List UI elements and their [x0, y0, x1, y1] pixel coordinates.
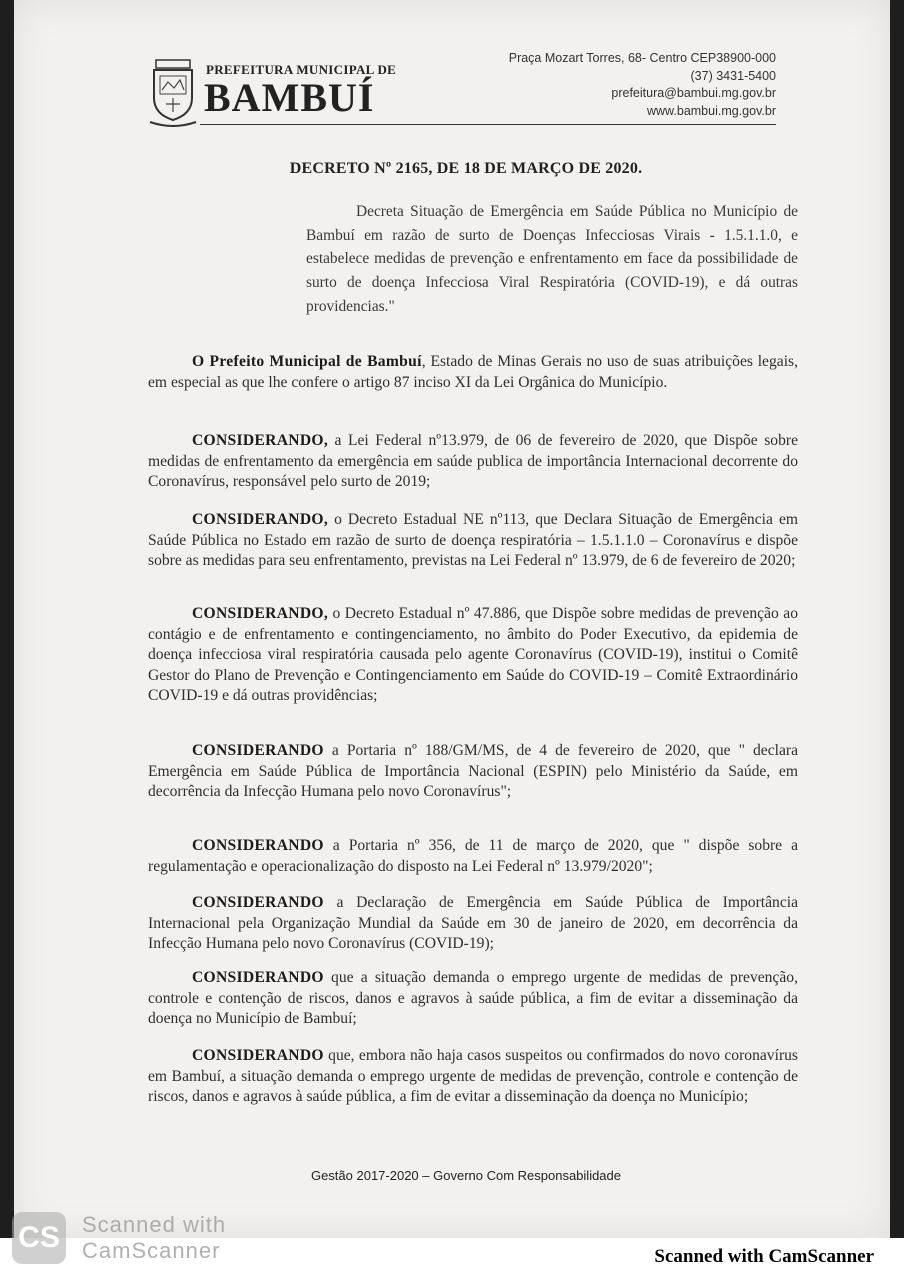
considerando-label: CONSIDERANDO [192, 894, 324, 911]
considerando-label: CONSIDERANDO, [192, 605, 329, 622]
considerando-text: a Portaria nº 188/GM/MS, de 4 de fevereiro de 2020, que " declara Emergência em Saúde Pública de Importância Nacional (ESPIN) pelo Ministério da Saúde, em decorrência da Infecção Humana pelo novo Coronavírus"; [148, 742, 798, 801]
email: prefeitura@bambui.mg.gov.br [611, 86, 776, 100]
considerando-text: que, embora não haja casos suspeitos ou confirmados do novo coronavírus em Bambuí, a situação demanda o emprego urgente de medidas de prevenção, controle e contenção de riscos, danos e agravos à saúde pública, a fim de evitar a disseminação da doença no Município; [148, 1047, 798, 1106]
header-divider [200, 124, 776, 125]
org-name: PREFEITURA MUNICIPAL DE [206, 62, 397, 77]
decree-title: DECRETO Nº 2165, DE 18 DE MARÇO DE 2020. [289, 160, 643, 177]
camscanner-watermark [12, 1208, 242, 1270]
considerando-text: que a situação demanda o emprego urgente de medidas de prevenção, controle e contenção de riscos, danos e agravos à saúde pública, a fim de evitar a disseminação da doença no Município de Bambuí; [148, 969, 798, 1028]
considerando-text: o Decreto Estadual NE nº113, que Declara Situação de Emergência em Saúde Pública no Estado em razão de surto de doença respiratória – 1.5.1.1.0 – Coronavírus e dispõe sobre as medidas para seu enfrentamento, previstas na Lei Federal nº 13.979, de 6 de fevereiro de 2020; [148, 511, 798, 570]
camscanner-logo-icon: CS [12, 1212, 66, 1264]
page-footer: Gestão 2017-2020 – Governo Com Responsabilidade [310, 1168, 622, 1183]
considerando-label: CONSIDERANDO [192, 969, 324, 986]
preamble-bold: O Prefeito Municipal de Bambuí [192, 353, 422, 370]
considerando-label: CONSIDERANDO [192, 742, 324, 759]
considerando-text: a Lei Federal nº13.979, de 06 de fevereiro de 2020, que Dispõe sobre medidas de enfrentamento da emergência em saúde publica de importância Internacional decorrente do Coronavírus, responsável pelo surto de 2019; [148, 432, 798, 491]
considerando-text: a Declaração de Emergência em Saúde Pública de Importância Internacional pela Organização Mundial da Saúde em 30 de janeiro de 2020, em decorrência da Infecção Humana pelo novo Coronavírus (COVID-19); [148, 894, 798, 953]
preamble-text: , Estado de Minas Gerais no uso de suas atribuições legais, em especial as que lhe confere o artigo 87 inciso XI da Lei Orgânica do Município. [148, 353, 798, 391]
watermark-line-1: Scanned with [82, 1212, 227, 1237]
considerando-5 [148, 836, 798, 877]
considerando-7 [148, 968, 798, 1030]
phone: (37) 3431-5400 [690, 68, 776, 83]
considerando-2 [148, 510, 798, 572]
considerando-1 [148, 431, 798, 493]
letterhead [134, 50, 776, 130]
considerando-label: CONSIDERANDO [192, 837, 324, 854]
document-page [14, 0, 890, 1238]
preamble [148, 352, 798, 393]
considerando-text: a Portaria nº 356, de 11 de março de 2020, que " dispõe sobre a regulamentação e operacionalização do disposto na Lei Federal nº 13.979/2020"; [148, 837, 798, 875]
considerando-text: o Decreto Estadual nº 47.886, que Dispõe sobre medidas de prevenção ao contágio e de enfrentamento e contingenciamento, no âmbito do Poder Executivo, da epidemia de doença infecciosa viral respiratória causada pelo agente Coronavírus (COVID-19), institui o Comitê Gestor do Plano de Prevenção e Contingenciamento em Saúde do COVID-19 – Comitê Extraordinário COVID-19 e dá outras providências; [148, 605, 798, 705]
considerando-label: CONSIDERANDO, [192, 511, 329, 528]
considerando-label: CONSIDERANDO [192, 1047, 324, 1064]
scanned-label: Scanned with CamScanner [654, 1246, 874, 1267]
contact-block [509, 50, 776, 120]
website: www.bambui.mg.gov.br [647, 103, 776, 118]
municipal-crest-icon [148, 54, 198, 128]
org-city: BAMBUÍ [204, 75, 375, 120]
considerando-label: CONSIDERANDO, [192, 432, 329, 449]
decree-ementa: Decreta Situação de Emergência em Saúde Pública no Município de Bambuí em razão de surto de Doenças Infecciosas Virais - 1.5.1.1.0, e estabelece medidas de prevenção e enfrentamento em face da possibilidade de surto de doença Infecciosa Viral Respiratória (COVID-19), e dá outras providencias." [306, 203, 798, 315]
considerando-3 [148, 604, 798, 707]
considerando-8 [148, 1046, 798, 1108]
watermark-line-2: CamScanner [82, 1238, 221, 1263]
considerando-4 [148, 741, 798, 803]
considerando-6 [148, 893, 798, 955]
address: Praça Mozart Torres, 68- Centro CEP38900-000 [508, 51, 776, 65]
